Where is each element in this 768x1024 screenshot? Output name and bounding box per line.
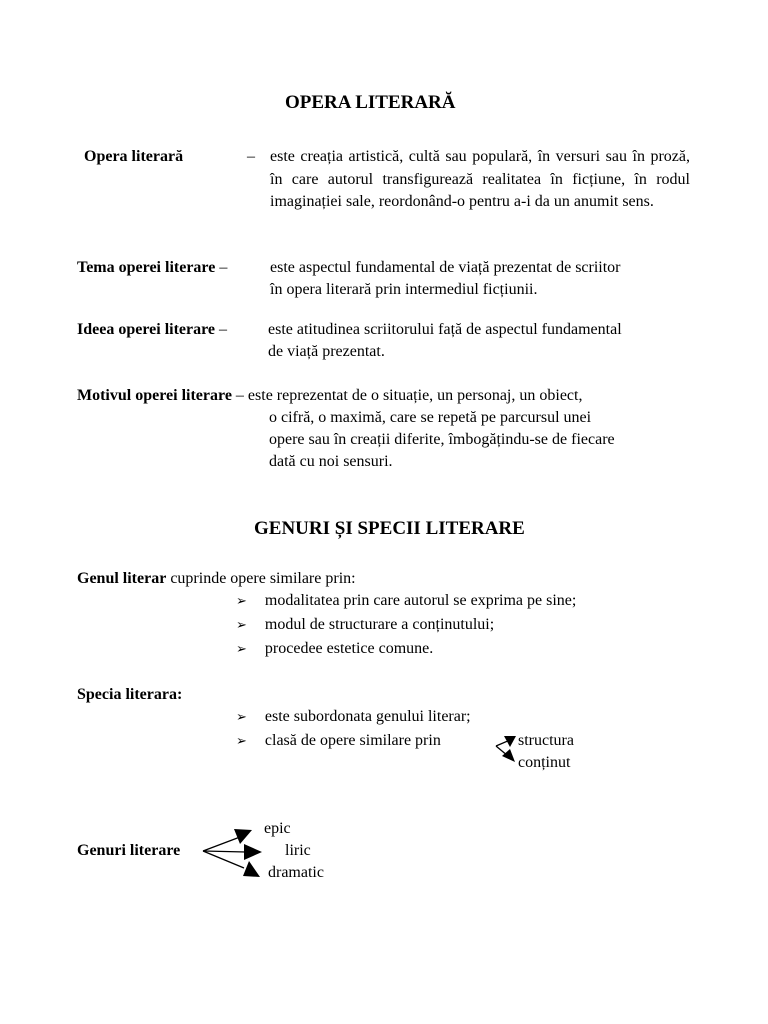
genuri-branch-arrows bbox=[200, 826, 270, 886]
term-specia-literara: Specia literara: bbox=[77, 686, 183, 703]
definition-text: este creația artistică, cultă sau populară, în versuri sau în proză, în care autorul transfigurează realitatea în ficțiune, în rodul imaginației sale, reordonând-o pentru a-i da un anumit sens. bbox=[270, 148, 690, 210]
branch-arrowhead-icon bbox=[502, 749, 515, 762]
specia-branch-continut: conținut bbox=[518, 754, 571, 771]
branch-arrow-line bbox=[203, 851, 244, 868]
genuri-branch-liric: liric bbox=[285, 842, 311, 859]
definition-tema-line-1: este aspectul fundamental de viață prezentat de scriitor bbox=[270, 259, 621, 276]
list-item bbox=[236, 730, 441, 753]
list-item-text: este subordonata genului literar; bbox=[264, 708, 471, 725]
definition-motiv-line-2: o cifră, o maximă, care se repetă pe parcursul unei bbox=[269, 409, 592, 426]
list-item bbox=[236, 590, 576, 613]
definition-dash: – bbox=[247, 148, 255, 165]
bullet-arrow-icon: ➢ bbox=[236, 594, 247, 609]
definition-dash: – bbox=[219, 321, 228, 338]
definition-ideea-row bbox=[77, 319, 227, 341]
definition-opera-literara bbox=[270, 146, 690, 214]
definition-motiv-row bbox=[77, 385, 582, 407]
definition-dash: – bbox=[219, 259, 228, 276]
bullet-arrow-icon: ➢ bbox=[236, 710, 247, 725]
list-item bbox=[236, 614, 494, 637]
term-opera-literara: Opera literară bbox=[84, 148, 184, 165]
definition-dash: – bbox=[235, 387, 244, 404]
list-item-text: modalitatea prin care autorul se exprima pe sine; bbox=[264, 592, 577, 609]
branch-arrow-line bbox=[203, 837, 240, 851]
bullet-arrow-icon: ➢ bbox=[236, 642, 247, 657]
section-title-genres: GENURI ȘI SPECII LITERARE bbox=[254, 518, 525, 539]
term-motiv: Motivul operei literare bbox=[77, 387, 232, 404]
definition-ideea-line-1: este atitudinea scriitorului față de aspectul fundamental bbox=[268, 321, 622, 338]
branch-arrowhead-icon bbox=[243, 861, 260, 877]
genuri-branch-dramatic: dramatic bbox=[268, 864, 324, 881]
list-item bbox=[236, 706, 471, 729]
definition-motiv-line-1: este reprezentat de o situație, un personaj, un obiect, bbox=[247, 387, 583, 404]
list-item-text: procedee estetice comune. bbox=[264, 640, 434, 657]
genuri-branch-epic: epic bbox=[264, 820, 291, 837]
list-item bbox=[236, 638, 433, 661]
branch-arrowhead-icon bbox=[244, 844, 262, 860]
bullet-arrow-icon: ➢ bbox=[236, 734, 247, 749]
genul-literar-row bbox=[77, 568, 356, 590]
definition-motiv-line-4: dată cu noi sensuri. bbox=[269, 453, 393, 470]
branch-arrowhead-icon bbox=[234, 829, 252, 844]
specia-branch-structura: structura bbox=[518, 732, 574, 749]
genul-intro: cuprinde opere similare prin: bbox=[170, 570, 356, 587]
definition-tema-line-2: în opera literară prin intermediul ficțiunii. bbox=[270, 281, 538, 298]
term-genul-literar: Genul literar bbox=[77, 570, 167, 587]
specia-branch-arrows bbox=[490, 732, 520, 772]
term-tema: Tema operei literare bbox=[77, 259, 216, 276]
definition-tema-row bbox=[77, 257, 227, 279]
term-ideea: Ideea operei literare bbox=[77, 321, 216, 338]
definition-ideea-line-2: de viață prezentat. bbox=[268, 343, 385, 360]
branch-arrow-line bbox=[203, 851, 246, 852]
term-genuri-literare: Genuri literare bbox=[77, 842, 181, 859]
definition-motiv-line-3: opere sau în creații diferite, îmbogățindu-se de fiecare bbox=[269, 431, 615, 448]
list-item-text: clasă de opere similare prin bbox=[264, 732, 441, 749]
bullet-arrow-icon: ➢ bbox=[236, 618, 247, 633]
page-title: OPERA LITERARĂ bbox=[285, 92, 456, 113]
list-item-text: modul de structurare a conținutului; bbox=[264, 616, 495, 633]
